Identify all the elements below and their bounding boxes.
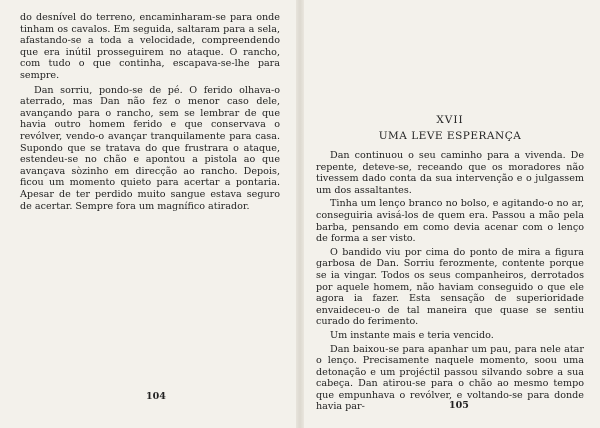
paragraph: Um instante mais e teria vencido. [330, 329, 494, 341]
page-number: 104 [146, 391, 166, 402]
paragraph: O bandido viu por cima do ponto de mira a figura garbosa de Dan. Sorriu ferozmente, contente porque se ia vingar. Todos os seus companheiros, derrotados por aquele homem, não haviam conseguido o que ele agora ia fazer. Esta sensação de superioridade envaideceu-o de tal maneira que quase se sentiu curado do ferimento. [316, 246, 584, 328]
right-page-text [316, 150, 584, 415]
chapter-number: XVII [436, 114, 464, 126]
paragraph: Dan baixou-se para apanhar um pau, para nele atar o lenço. Precisamente naquele momento, soou uma detonação e um projéctil passou silvando sobre a sua cabeça. Dan atirou-se para o chão ao mesmo tempo que empunhava o revólver, e voltando-se para donde havia par- [316, 343, 584, 413]
paragraph: Dan sorriu, pondo-se de pé. O ferido olhava-o aterrado, mas Dan não fez o menor caso dele, avançando para o rancho, sem se lembrar de que havia outro homem ferido e que conservava o revólver, vendo-o avançar tranquilamente para casa. Supondo que se tratava do que frustrara o ataque, estendeu-se no chão e apontou a pistola ao que avançava sòzinho em direcção ao rancho. Depois, ficou um momento quieto para acertar a pontaria. Apesar de ter perdido muito sangue estava seguro de acertar. Sempre fora um magnífico atirador. [20, 84, 280, 212]
chapter-title: UMA LEVE ESPERANÇA [378, 130, 522, 142]
paragraph: Tinha um lenço branco no bolso, e agitando-o no ar, conseguiria avisá-los de quem era. Passou a mão pela barba, pensando em como devia acenar com o lenço de forma a ser visto. [316, 198, 584, 245]
left-page-text [20, 12, 280, 212]
paragraph: Dan continuou o seu caminho para a vivenda. De repente, deteve-se, receando que os moradores não tivessem dado conta da sua intervenção e o julgassem um dos assaltantes. [316, 150, 584, 196]
page-number: 105 [449, 400, 469, 411]
right-page [300, 0, 600, 428]
paragraph: do desnível do terreno, encaminharam-se para onde tinham os cavalos. Em seguida, saltaram para a sela, afastando-se a toda a velocidade, compreendendo que era inútil prosseguirem no ataque. O rancho, com tudo o que continha, escapava-se-lhe para sempre. [20, 12, 280, 81]
